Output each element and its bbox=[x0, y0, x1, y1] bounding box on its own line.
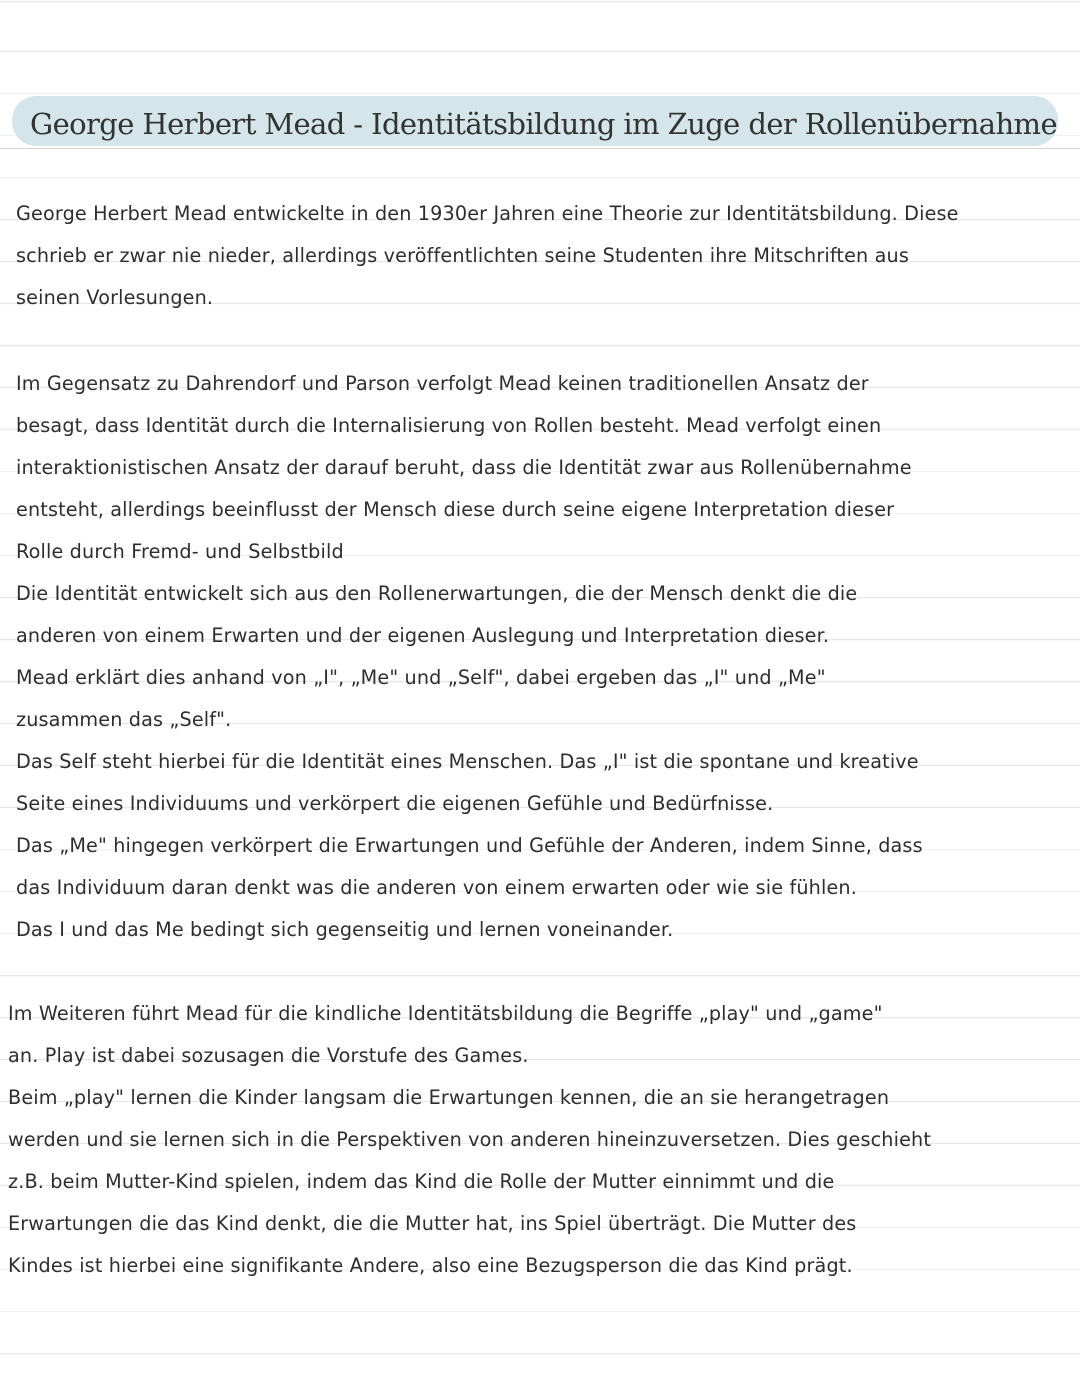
text-line: interaktionistischen Ansatz der darauf beruht, dass die Identität zwar aus Rollenübernahme bbox=[16, 456, 912, 479]
text-line: Mead erklärt dies anhand von „I", „Me" und „Self", dabei ergeben das „I" und „Me" bbox=[16, 666, 826, 689]
text-line: George Herbert Mead entwickelte in den 1930er Jahren eine Theorie zur Identitätsbildung. Diese bbox=[16, 202, 959, 225]
text-line: seinen Vorlesungen. bbox=[16, 286, 214, 309]
text-line: schrieb er zwar nie nieder, allerdings veröffentlichten seine Studenten ihre Mitschriften aus bbox=[16, 244, 909, 267]
text-line: Im Gegensatz zu Dahrendorf und Parson verfolgt Mead keinen traditionellen Ansatz der bbox=[16, 372, 869, 395]
text-line: Seite eines Individuums und verkörpert die eigenen Gefühle und Bedürfnisse. bbox=[16, 792, 774, 815]
text-line: an. Play ist dabei sozusagen die Vorstufe des Games. bbox=[8, 1044, 529, 1067]
paragraph-intro bbox=[16, 193, 959, 319]
text-line: z.B. beim Mutter-Kind spielen, indem das Kind die Rolle der Mutter einnimmt und die bbox=[8, 1170, 835, 1193]
text-line: zusammen das „Self". bbox=[16, 708, 232, 731]
text-line: werden und sie lernen sich in die Perspektiven von anderen hineinzuversetzen. Dies geschieht bbox=[8, 1128, 932, 1151]
paragraph-play-game bbox=[8, 993, 931, 1287]
text-line: Das I und das Me bedingt sich gegenseitig und lernen voneinander. bbox=[16, 918, 674, 941]
text-line: Das „Me" hingegen verkörpert die Erwartungen und Gefühle der Anderen, indem Sinne, dass bbox=[16, 834, 923, 857]
paragraph-theory bbox=[16, 363, 923, 951]
text-line: Rolle durch Fremd- und Selbstbild bbox=[16, 540, 344, 563]
text-line: Beim „play" lernen die Kinder langsam die Erwartungen kennen, die an sie herangetragen bbox=[8, 1086, 890, 1109]
text-line: entsteht, allerdings beeinflusst der Mensch diese durch seine eigene Interpretation dieser bbox=[16, 498, 895, 521]
text-line: besagt, dass Identität durch die Internalisierung von Rollen besteht. Mead verfolgt einen bbox=[16, 414, 882, 437]
text-line: Im Weiteren führt Mead für die kindliche Identitätsbildung die Begriffe „play" und „game" bbox=[8, 1002, 883, 1025]
text-line: Das Self steht hierbei für die Identität eines Menschen. Das „I" ist die spontane und kreative bbox=[16, 750, 919, 773]
text-line: Kindes ist hierbei eine signifikante Andere, also eine Bezugsperson die das Kind prägt. bbox=[8, 1254, 853, 1277]
text-line: Die Identität entwickelt sich aus den Rollenerwartungen, die der Mensch denkt die die bbox=[16, 582, 858, 605]
page-title: George Herbert Mead - Identitätsbildung im Zuge der Rollenübernahme bbox=[30, 107, 1058, 141]
text-line: Erwartungen die das Kind denkt, die die Mutter hat, ins Spiel überträgt. Die Mutter des bbox=[8, 1212, 857, 1235]
title-divider bbox=[0, 148, 1080, 149]
text-line: das Individuum daran denkt was die anderen von einem erwarten oder wie sie fühlen. bbox=[16, 876, 857, 899]
text-line: anderen von einem Erwarten und der eigenen Auslegung und Interpretation dieser. bbox=[16, 624, 830, 647]
